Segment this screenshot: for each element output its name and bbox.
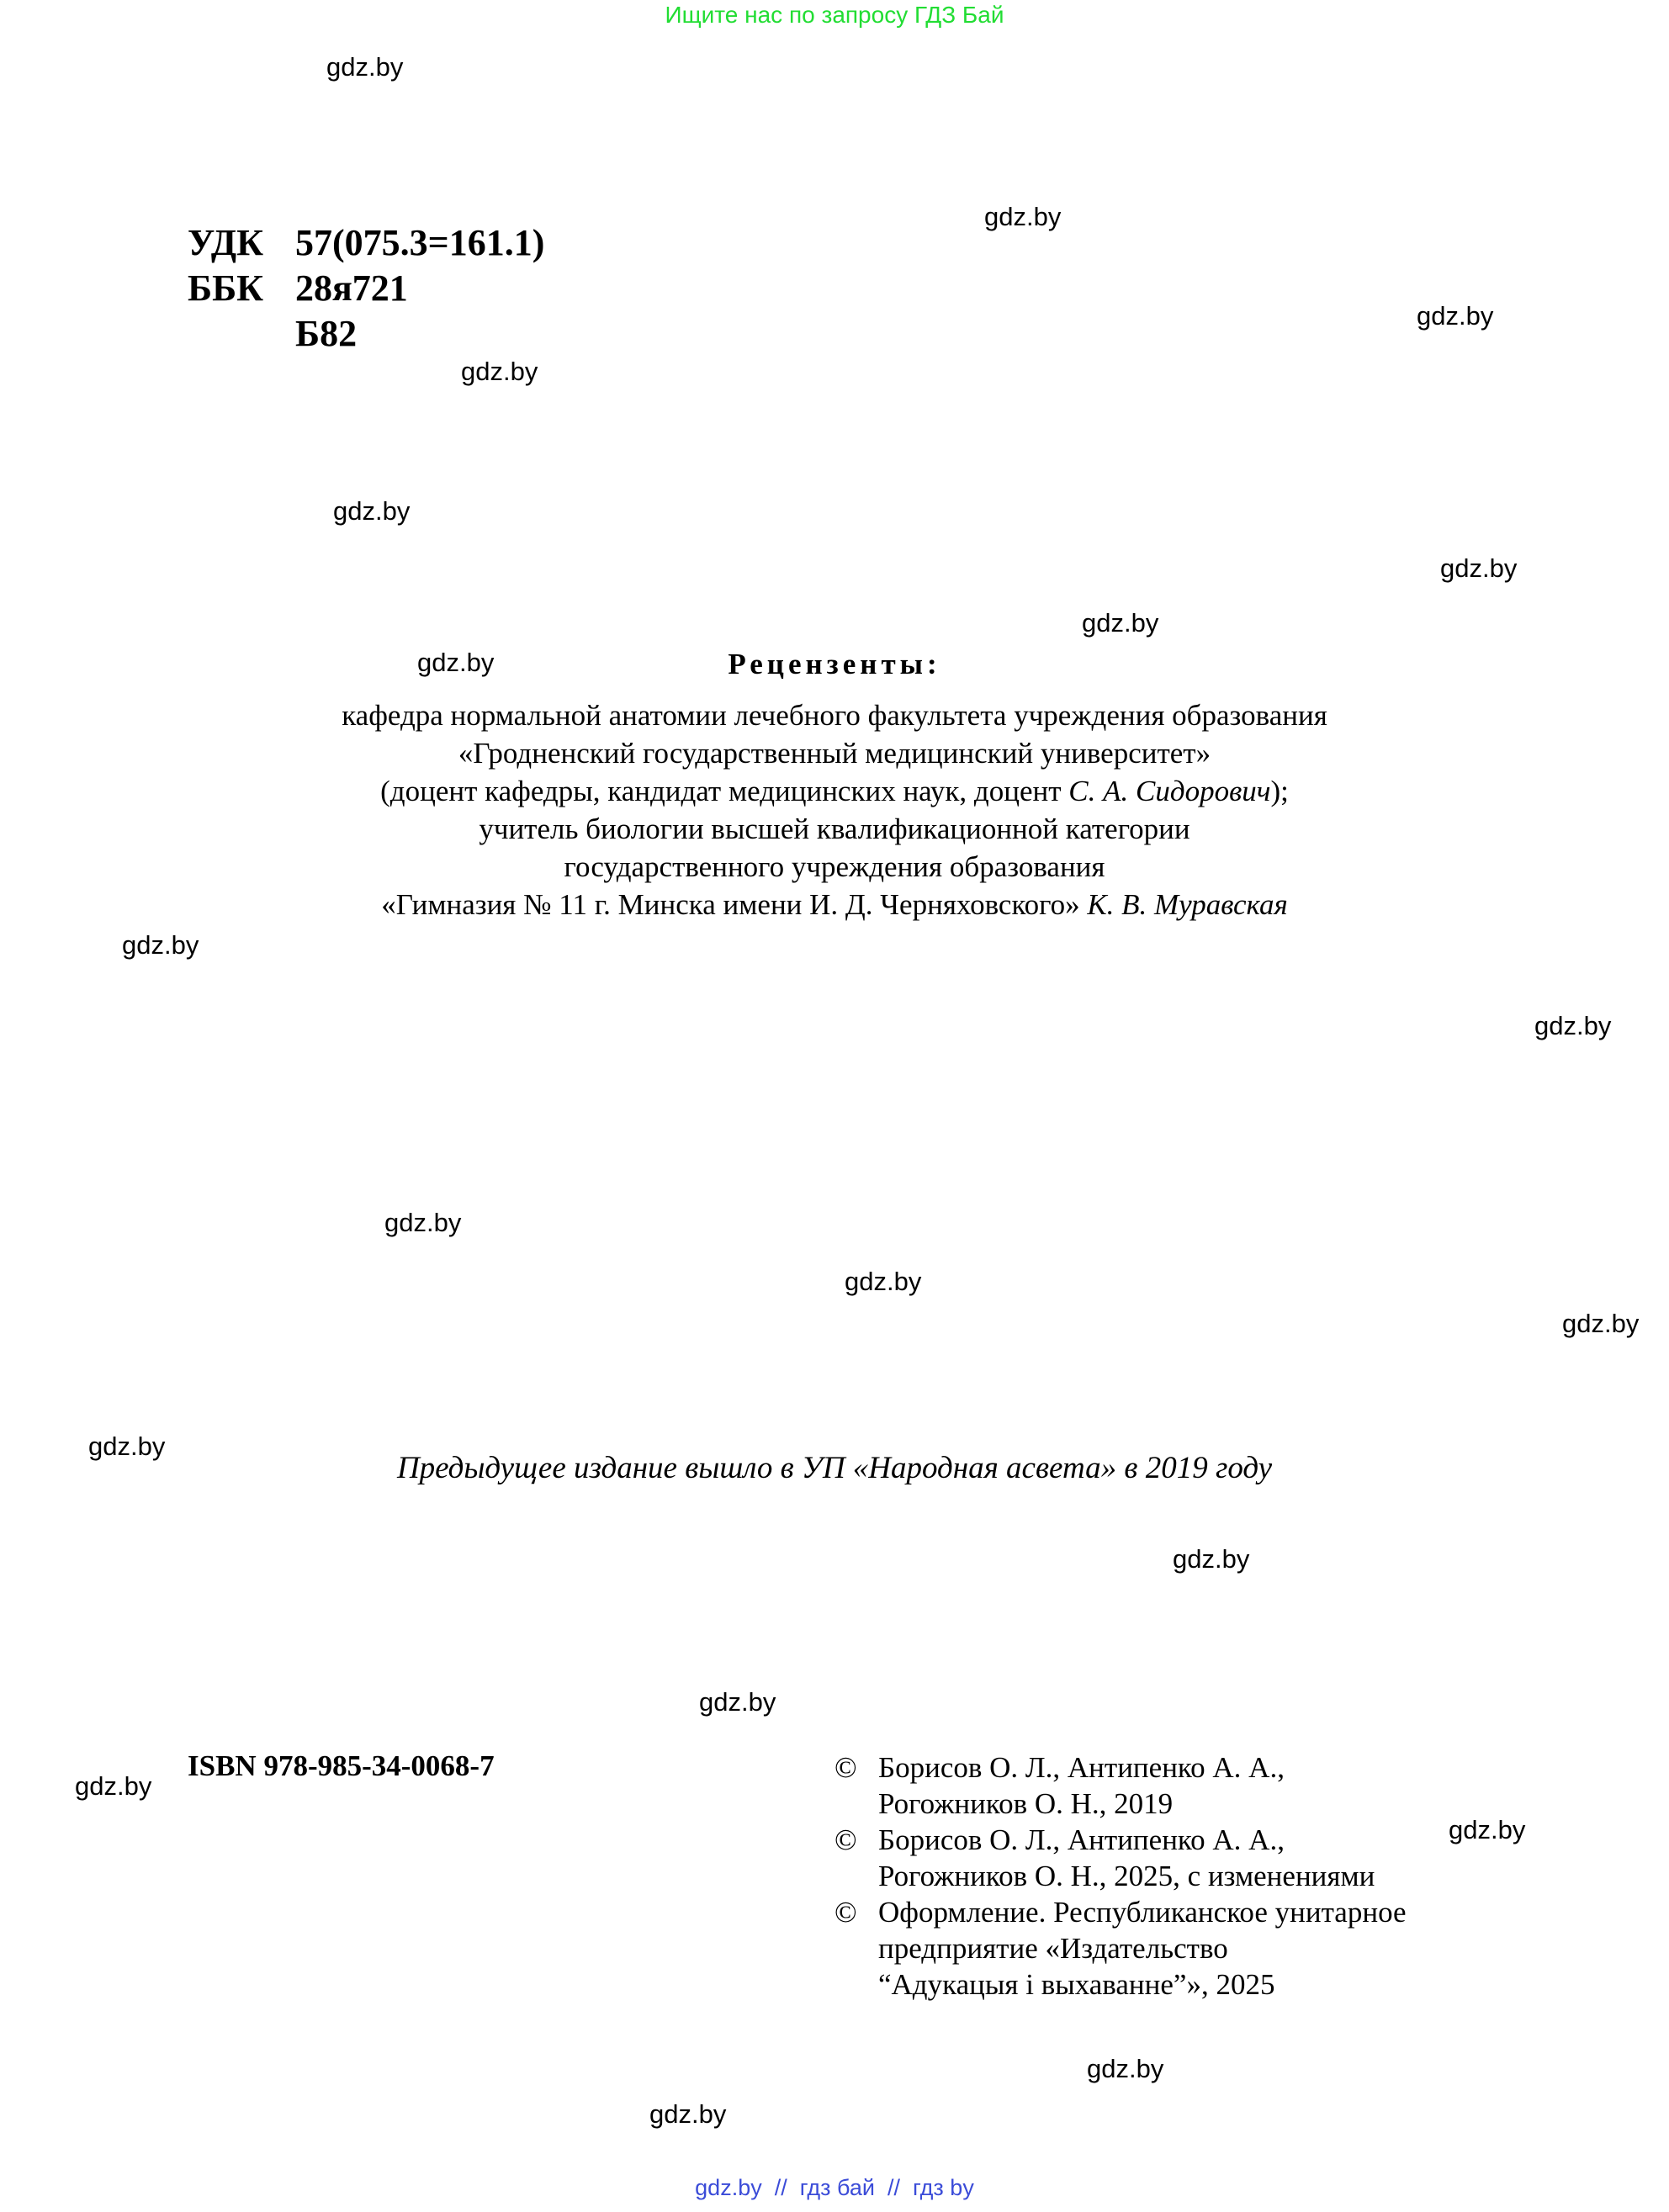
- author-mark-row: [188, 311, 544, 357]
- copyright-entry: [834, 1822, 1375, 1894]
- copyright-line: Борисов О. Л., Антипенко А. А.,: [878, 1823, 1285, 1856]
- bbk-label: ББК: [188, 267, 264, 309]
- isbn: ISBN 978-985-34-0068-7: [188, 1749, 495, 1782]
- reviewer-name: С. А. Сидорович: [1068, 775, 1271, 807]
- copyright-line: “Адукацыя і выхаванне”», 2025: [878, 1968, 1275, 2001]
- copyright-line: Рогожников О. Н., 2025, с изменениями: [878, 1860, 1375, 1892]
- footer-link-gdz-bai[interactable]: гдз бай: [799, 2175, 875, 2200]
- watermark: gdz.by: [1082, 608, 1159, 638]
- bbk-row: [188, 266, 544, 311]
- reviewer-line: «Гродненский государственный медицинский университет»: [458, 737, 1211, 770]
- reviewer-line: учитель биологии высшей квалификационной категории: [479, 812, 1190, 845]
- watermark: gdz.by: [984, 202, 1062, 231]
- reviewers-body: [0, 696, 1669, 923]
- copyright-symbol: ©: [834, 1751, 857, 1784]
- watermark: gdz.by: [122, 930, 199, 960]
- copyright-symbol: ©: [834, 1896, 857, 1929]
- copyright-line: Рогожников О. Н., 2019: [878, 1787, 1174, 1820]
- watermark: gdz.by: [1534, 1011, 1612, 1040]
- footer-links: [0, 2175, 1669, 2201]
- footer-separator: //: [887, 2175, 901, 2200]
- watermark: gdz.by: [75, 1771, 152, 1801]
- copyright-line: Борисов О. Л., Антипенко А. А.,: [878, 1751, 1285, 1784]
- watermark: gdz.by: [1449, 1815, 1526, 1844]
- watermark: gdz.by: [845, 1267, 922, 1296]
- reviewer-name: К. В. Муравская: [1087, 888, 1288, 921]
- reviewer-line: [0, 772, 1669, 810]
- reviewers-title: Рецензенты:: [728, 648, 941, 680]
- footer-link-gdz-by-alt[interactable]: гдз by: [913, 2175, 974, 2200]
- watermark: gdz.by: [1417, 301, 1494, 331]
- watermark: gdz.by: [1562, 1309, 1640, 1338]
- classification-block: [188, 220, 544, 357]
- reviewer-line-prefix: «Гимназия № 11 г. Минска имени И. Д. Черняховского»: [381, 888, 1088, 921]
- watermark: gdz.by: [1087, 2054, 1164, 2083]
- watermark: gdz.by: [384, 1208, 462, 1237]
- watermark: gdz.by: [88, 1431, 166, 1461]
- watermark: gdz.by: [326, 52, 404, 82]
- reviewer-line-prefix: (доцент кафедры, кандидат медицинских наук, доцент: [380, 775, 1069, 807]
- author-mark: Б82: [295, 313, 358, 354]
- watermark: gdz.by: [699, 1687, 776, 1717]
- watermark: gdz.by: [649, 2099, 727, 2129]
- copyright-line: Оформление. Республиканское унитарное: [878, 1896, 1407, 1929]
- reviewer-line: [0, 886, 1669, 923]
- watermark: gdz.by: [417, 648, 495, 677]
- previous-edition-note: Предыдущее издание вышло в УП «Народная асвета» в 2019 году: [396, 1451, 1273, 1485]
- reviewer-line-suffix: );: [1270, 775, 1289, 807]
- watermark: gdz.by: [1173, 1544, 1250, 1574]
- bbk-value: 28я721: [295, 267, 408, 309]
- footer-link-gdz-by[interactable]: gdz.by: [695, 2175, 762, 2200]
- udk-value: 57(075.3=161.1): [295, 222, 545, 263]
- copyright-line: предприятие «Издательство: [878, 1932, 1228, 1965]
- footer-separator: //: [774, 2175, 787, 2200]
- udk-row: [188, 220, 544, 266]
- watermark: gdz.by: [333, 496, 411, 526]
- reviewer-line: государственного учреждения образования: [564, 850, 1105, 883]
- copyright-symbol: ©: [834, 1823, 857, 1856]
- copyright-entry: [834, 1749, 1285, 1822]
- reviewer-line: кафедра нормальной анатомии лечебного факультета учреждения образования: [342, 699, 1327, 732]
- udk-label: УДК: [188, 222, 264, 263]
- copyright-entry: [834, 1894, 1407, 2003]
- top-banner: Ищите нас по запросу ГДЗ Бай: [665, 2, 1004, 28]
- watermark: gdz.by: [461, 357, 538, 386]
- watermark: gdz.by: [1440, 553, 1518, 583]
